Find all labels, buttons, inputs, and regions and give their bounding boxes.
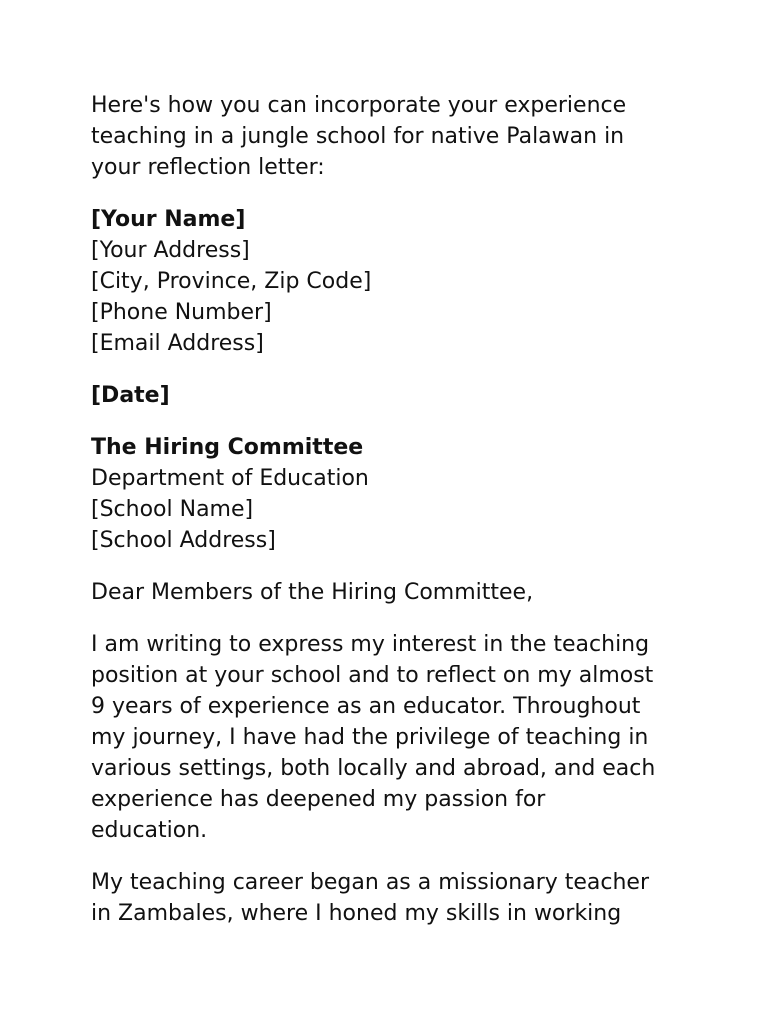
sender-address: [Your Address]	[91, 238, 250, 263]
body-line: my journey, I have had the privilege of teaching in	[91, 725, 649, 750]
recipient-department: Department of Education	[91, 466, 369, 491]
body-line: position at your school and to reflect on my almost	[91, 663, 654, 688]
intro-line: teaching in a jungle school for native Palawan in	[91, 124, 625, 149]
body-line: 9 years of experience as an educator. Throughout	[91, 694, 641, 719]
date-block	[91, 380, 691, 411]
body-line: various settings, both locally and abroad, and each	[91, 756, 656, 781]
intro-line: Here's how you can incorporate your experience	[91, 93, 627, 118]
intro-paragraph	[91, 90, 691, 183]
sender-block	[91, 204, 691, 359]
sender-city: [City, Province, Zip Code]	[91, 269, 372, 294]
letter-content	[91, 90, 691, 950]
recipient-title: The Hiring Committee	[91, 435, 364, 460]
letter-date: [Date]	[91, 383, 170, 408]
salutation-text: Dear Members of the Hiring Committee,	[91, 580, 534, 605]
sender-email: [Email Address]	[91, 331, 264, 356]
body-line: experience has deepened my passion for	[91, 787, 546, 812]
body-paragraph-1	[91, 629, 691, 846]
sender-name: [Your Name]	[91, 207, 246, 232]
body-line: My teaching career began as a missionary teacher	[91, 870, 650, 895]
salutation	[91, 577, 691, 608]
recipient-block	[91, 432, 691, 556]
body-line: I am writing to express my interest in the teaching	[91, 632, 650, 657]
recipient-school-name: [School Name]	[91, 497, 254, 522]
recipient-school-address: [School Address]	[91, 528, 276, 553]
body-line: in Zambales, where I honed my skills in working	[91, 901, 622, 926]
sender-phone: [Phone Number]	[91, 300, 272, 325]
body-line: education.	[91, 818, 208, 843]
body-paragraph-2	[91, 867, 691, 929]
intro-line: your reflection letter:	[91, 155, 325, 180]
